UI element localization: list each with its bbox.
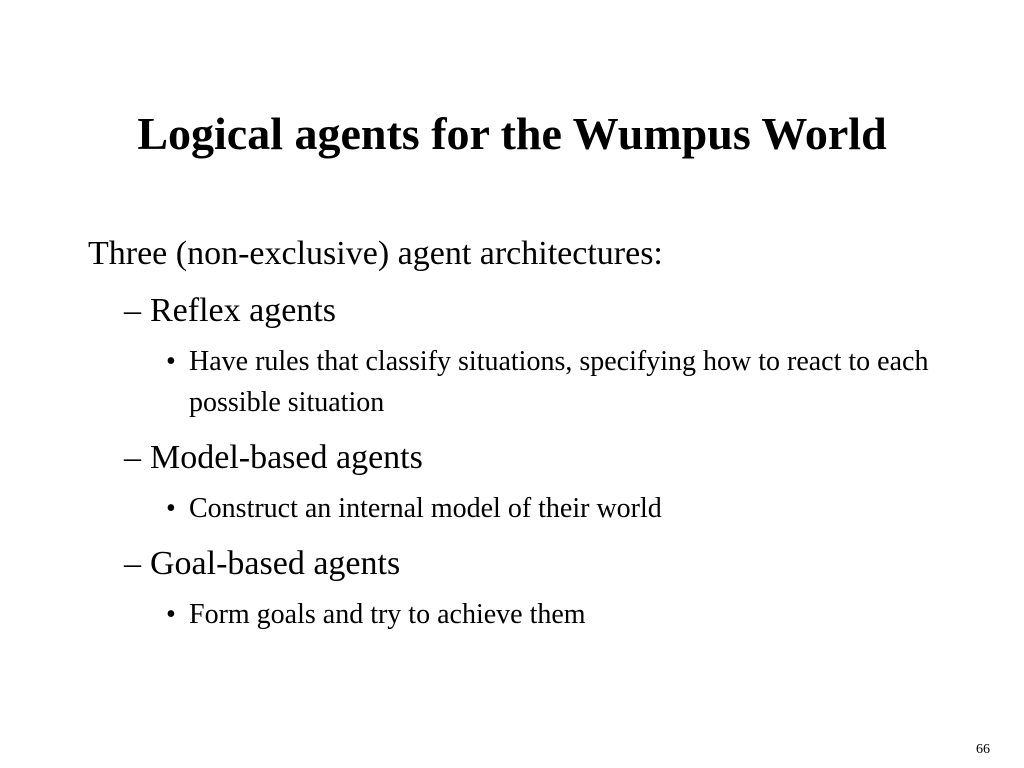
dash-marker: – xyxy=(124,439,141,476)
bullet-marker: • xyxy=(166,346,176,377)
architecture-label: Goal-based agents xyxy=(150,545,401,582)
dash-marker: – xyxy=(124,545,141,582)
bullet-item xyxy=(88,594,948,635)
bullet-text: Form goals and try to achieve them xyxy=(189,599,586,630)
bullet-item xyxy=(88,341,948,423)
architecture-label: Model-based agents xyxy=(150,439,423,476)
intro-text: Three (non-exclusive) agent architectures: xyxy=(88,235,663,272)
bullet-marker: • xyxy=(166,493,176,524)
page-number: 66 xyxy=(976,742,990,757)
bullet-text: Have rules that classify situations, specifying how to react to each possible situation xyxy=(189,346,929,418)
architecture-model-based-agents xyxy=(88,436,948,480)
architecture-goal-based-agents xyxy=(88,542,948,586)
bullet-item xyxy=(88,488,948,529)
slide-title: Logical agents for the Wumpus World xyxy=(137,108,887,159)
architecture-reflex-agents xyxy=(88,289,948,333)
dash-marker: – xyxy=(124,292,141,329)
slide-body xyxy=(88,232,948,635)
bullet-text: Construct an internal model of their world xyxy=(189,493,662,524)
architecture-label: Reflex agents xyxy=(150,292,336,329)
bullet-marker: • xyxy=(166,599,176,630)
